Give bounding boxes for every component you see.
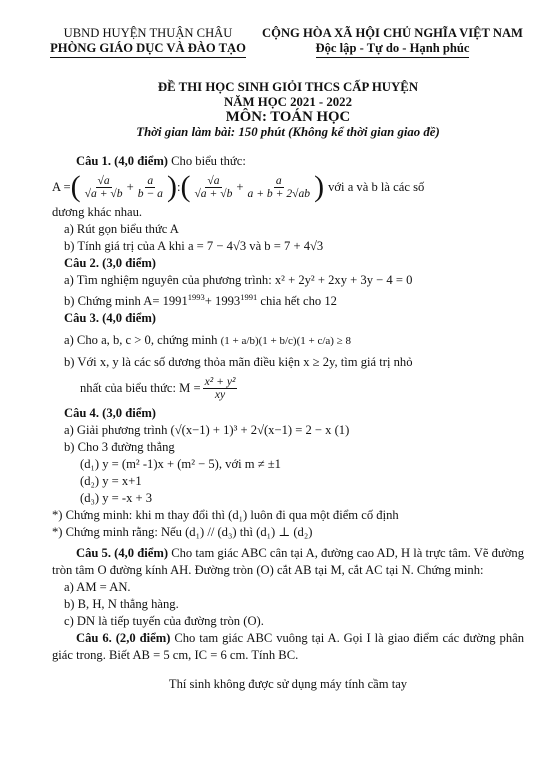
time-limit: Thời gian làm bài: 150 phút (Không kể thời gian giao đề) [136,125,440,139]
q5-text: Câu 5. (4,0 điểm) Cho tam giác ABC cân tại A, đường cao AD, H là trực tâm. Vẽ đường tròn tâm O đường kính AH. Đường tròn (O) cắt AB tại M, cắt AC tại N. Chứng minh: [52,546,524,578]
q1-expression: A = ( $\frac{√a}{√a + √b}$ + $\frac{a}{b - a}$ ) : ( $\frac{√a}{√a + √b}$ + $\frac{a}{a + b + 2√ab}$ ) với a và b là các số [52,170,425,203]
exam-body [52,153,524,693]
q4-claim-2: *) Chứng minh rằng: Nếu (d₁) // (d₃) thì (d₁) ⊥ (d₂) [52,525,313,540]
title-line2: NĂM HỌC 2021 - 2022 [224,95,352,109]
department-name: PHÒNG GIÁO DỤC VÀ ĐÀO TẠO [48,41,248,58]
country-name: CỘNG HÒA XÃ HỘI CHỦ NGHĨA VIỆT NAM [262,26,523,40]
header-left [48,26,248,58]
q1-part-a: a) Rút gọn biểu thức A [64,222,179,236]
q5-part-a: a) AM = AN. [64,580,131,595]
q3-heading: Câu 3. (4,0 điểm) [64,311,156,326]
q4-part-a: a) Giải phương trình (√(x−1) + 1)³ + 2√(x−1) = 2 − x (1) [64,423,350,438]
title-line1: ĐỀ THI HỌC SINH GIỎI THCS CẤP HUYỆN [157,80,419,94]
q4-part-b: b) Cho 3 đường thẳng [64,440,175,455]
q6-text: Câu 6. (2,0 điểm) Cho tam giác ABC vuông tại A. Gọi I là giao điểm các đường phân giác trong. Biết AB = 5 cm, IC = 6 cm. Tính BC. [52,631,524,663]
q1-part-b: b) Tính giá trị của A khi a = 7 − 4√3 và b = 7 + 4√3 [64,239,324,253]
q5-part-b: b) B, H, N thẳng hàng. [64,597,179,612]
q4-line-d2: (d₂) y = x+1 [80,474,142,489]
q1-heading: Câu 1. (4,0 điểm) Cho biểu thức: [76,154,246,168]
q4-line-d1: (d₁) y = (m² -1)x + (m² − 5), với m ≠ ±1 [80,457,281,472]
district-name: UBND HUYỆN THUẬN CHÂU [63,26,233,40]
q3-part-b: b) Với x, y là các số dương thỏa mãn điều kiện x ≥ 2y, tìm giá trị nhỏ [64,355,413,370]
q2-part-a: a) Tìm nghiệm nguyên của phương trình: x² + 2y² + 2xy + 3y − 4 = 0 [64,273,413,287]
exam-title [52,80,524,140]
q2-heading: Câu 2. (3,0 điểm) [64,256,156,270]
q1-expression-cont: dương khác nhau. [52,205,143,219]
motto: Độc lập - Tự do - Hạnh phúc [245,41,540,58]
q4-claim-1: *) Chứng minh: khi m thay đổi thì (d₁) luôn đi qua một điểm cố định [52,508,399,523]
header-right [245,26,540,58]
q2-part-b: b) Chứng minh $A= 1991^{1993}+ 1993^{1991}$ chia hết cho 12 [64,292,337,309]
subject: MÔN: TOÁN HỌC [225,109,351,125]
footer-note: Thí sinh không được sử dụng máy tính cầm tay [168,677,408,692]
q4-heading: Câu 4. (3,0 điểm) [64,406,156,421]
q5-part-c: c) DN là tiếp tuyến của đường tròn (O). [64,614,264,629]
q3-part-b-expr: nhất của biểu thức: M = $\frac{\text{x² + y²}}{xy}$ [80,374,236,401]
q3-part-a: a) Cho a, b, c > 0, chứng minh (1 + a/b)(1 + b/c)(1 + c/a) ≥ 8 [64,333,351,348]
q4-line-d3: (d₃) y = -x + 3 [80,491,153,506]
